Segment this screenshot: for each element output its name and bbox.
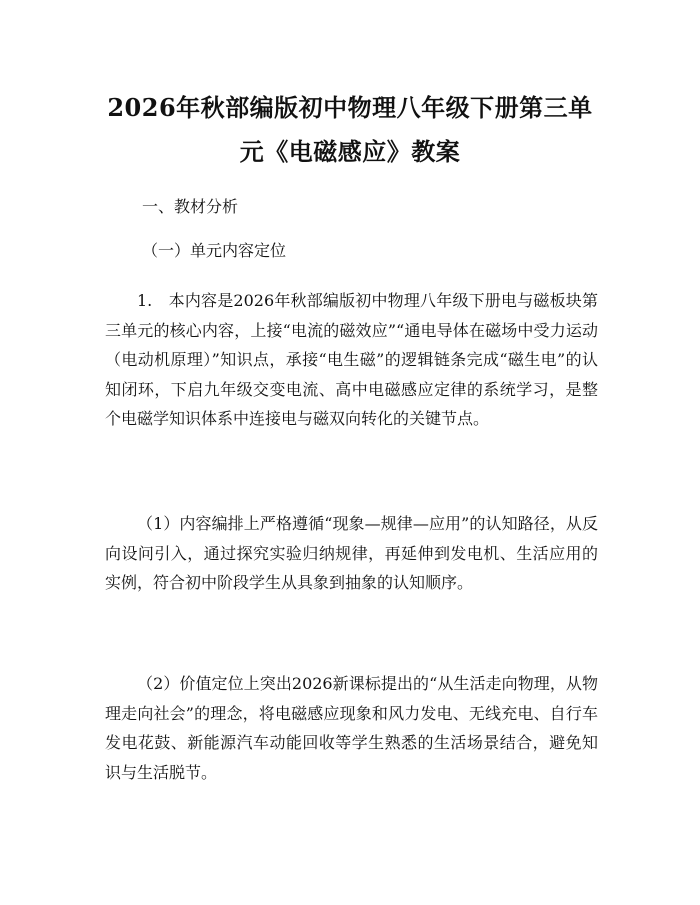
document-title <box>95 86 605 174</box>
title-line-2: 元《电磁感应》教案 <box>239 137 461 166</box>
title-line-1: 2026年秋部编版初中物理八年级下册第三单 <box>107 93 593 122</box>
paragraph-1: 1. 本内容是2026年秋部编版初中物理八年级下册电与磁板块第三单元的核心内容，上接“电流的磁效应”“通电导体在磁场中受力运动（电动机原理）”知识点，承接“电生磁”的逻辑链条完成“磁生电”的认知闭环，下启九年级交变电流、高中电磁感应定律的系统学习，是整个电磁学知识体系中连接电与磁双向转化的关键节点。 <box>105 291 598 428</box>
paragraph-2: （1）内容编排上严格遵循“现象—规律—应用”的认知路径，从反向设问引入，通过探究实验归纳规律，再延伸到发电机、生活应用的实例，符合初中阶段学生从具象到抽象的认知顺序。 <box>105 514 598 592</box>
paragraph-3: （2）价值定位上突出2026新课标提出的“从生活走向物理，从物理走向社会”的理念，将电磁感应现象和风力发电、无线充电、自行车发电花鼓、新能源汽车动能回收等学生熟悉的生活场景结合，避免知识与生活脱节。 <box>105 674 598 782</box>
section-heading: 一、教材分析 <box>142 197 239 216</box>
subsection-heading: （一）单元内容定位 <box>142 241 287 260</box>
